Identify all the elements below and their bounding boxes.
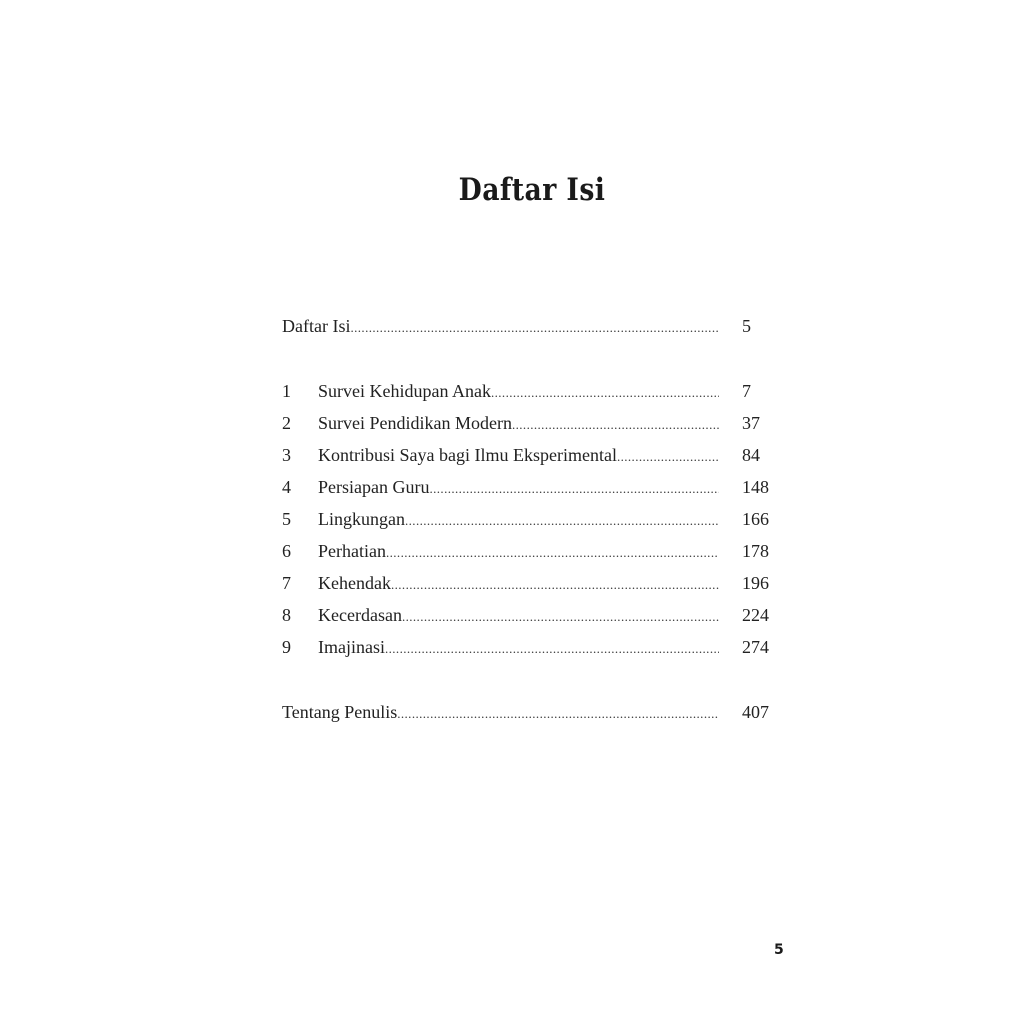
chapter-number: 8 xyxy=(282,605,291,625)
toc-page-number: 407 xyxy=(742,702,769,722)
toc-entry-chapter xyxy=(282,378,777,410)
toc-entry-label: Kehendak xyxy=(318,573,391,593)
toc-page-number: 7 xyxy=(742,381,751,401)
chapter-number: 4 xyxy=(282,477,291,497)
toc-entry-label: Survei Pendidikan Modern xyxy=(318,413,512,433)
chapter-number: 7 xyxy=(282,573,291,593)
toc-entry-chapter xyxy=(282,474,777,506)
toc-entry-chapter xyxy=(282,442,777,474)
table-of-contents xyxy=(282,313,777,731)
toc-entry-back xyxy=(282,699,777,731)
chapter-number: 6 xyxy=(282,541,291,561)
toc-entry-front xyxy=(282,313,777,345)
toc-entry-label: Perhatian xyxy=(318,541,386,561)
toc-entry-label: Imajinasi xyxy=(318,637,385,657)
toc-page-number: 148 xyxy=(742,477,769,497)
toc-entry-label: Kecerdasan xyxy=(318,605,402,625)
dot-leader xyxy=(386,540,719,566)
toc-page-number: 166 xyxy=(742,509,769,529)
toc-entry-label: Tentang Penulis xyxy=(282,702,398,722)
toc-entry-chapter xyxy=(282,410,777,442)
chapter-number: 2 xyxy=(282,413,291,433)
dot-leader xyxy=(350,315,719,341)
chapter-number: 3 xyxy=(282,445,291,465)
dot-leader xyxy=(429,476,719,502)
chapter-number: 9 xyxy=(282,637,291,657)
chapter-number: 5 xyxy=(282,509,291,529)
dot-leader xyxy=(491,380,719,406)
toc-entry-chapter xyxy=(282,570,777,602)
toc-page-number: 274 xyxy=(742,637,769,657)
toc-page-number: 178 xyxy=(742,541,769,561)
toc-page-number: 37 xyxy=(742,413,760,433)
toc-entry-label: Daftar Isi xyxy=(282,316,351,336)
toc-entry-label: Persiapan Guru xyxy=(318,477,430,497)
toc-entry-label: Kontribusi Saya bagi Ilmu Eksperimental xyxy=(318,445,617,465)
toc-page-number: 84 xyxy=(742,445,760,465)
dot-leader xyxy=(397,701,719,727)
toc-entry-chapter xyxy=(282,506,777,538)
dot-leader xyxy=(405,508,719,534)
toc-entry-chapter xyxy=(282,538,777,570)
toc-entry-label: Survei Kehidupan Anak xyxy=(318,381,491,401)
toc-page-number: 5 xyxy=(742,316,751,336)
page-title: Daftar Isi xyxy=(458,172,606,208)
toc-page-number: 224 xyxy=(742,605,769,625)
toc-page-number: 196 xyxy=(742,573,769,593)
dot-leader xyxy=(385,636,719,662)
toc-entry-chapter xyxy=(282,602,777,634)
page-number: 5 xyxy=(774,942,784,958)
toc-entry-chapter xyxy=(282,634,777,666)
dot-leader xyxy=(402,604,719,630)
chapter-number: 1 xyxy=(282,381,291,401)
dot-leader xyxy=(512,412,719,438)
dot-leader xyxy=(391,572,719,598)
toc-entry-label: Lingkungan xyxy=(318,509,405,529)
dot-leader xyxy=(617,444,719,470)
